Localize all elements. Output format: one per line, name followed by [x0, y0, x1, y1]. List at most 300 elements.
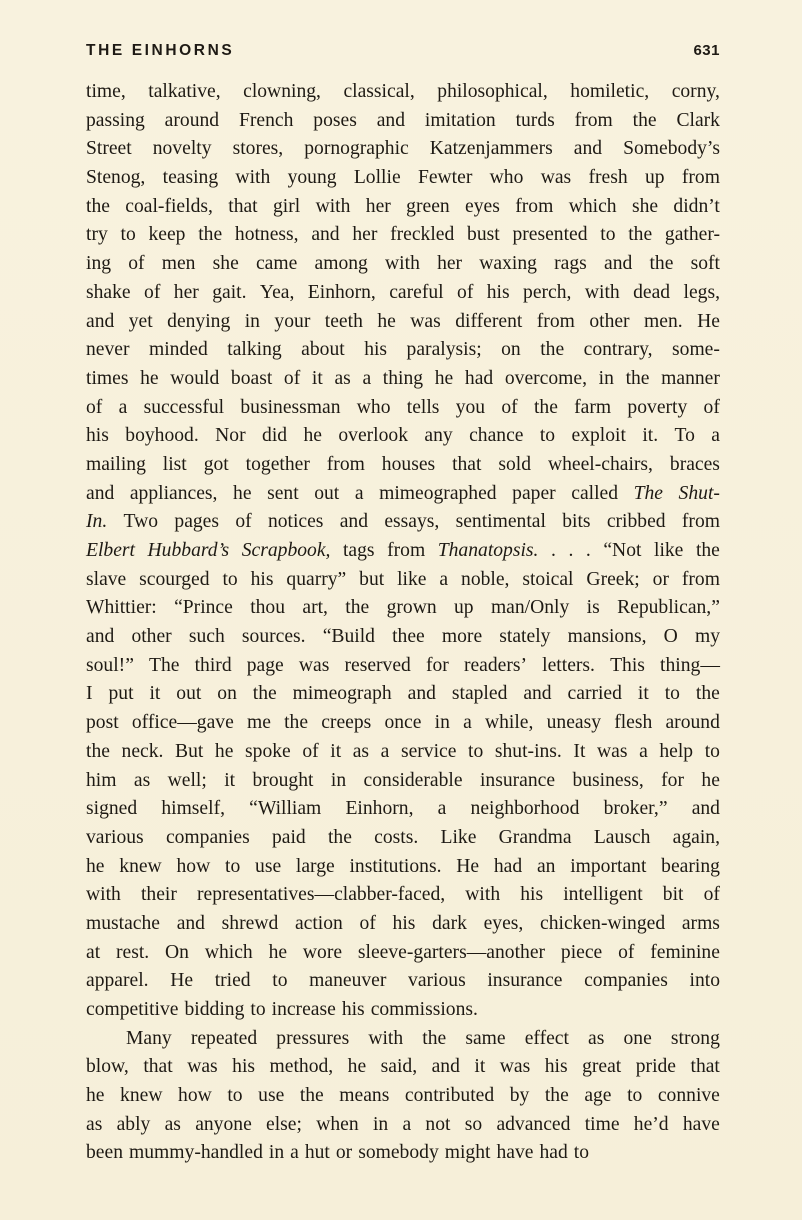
word: talking [227, 339, 282, 361]
word: clowning, [243, 81, 321, 102]
word: He [170, 970, 194, 992]
word: from [574, 109, 613, 131]
text-line [86, 1139, 720, 1168]
word: the [86, 195, 110, 217]
word: with [86, 884, 121, 906]
word: keep [148, 224, 186, 246]
word: insurance [479, 769, 556, 791]
word: again, [672, 826, 720, 848]
word: with [584, 281, 620, 303]
word: to [600, 224, 616, 246]
word: “Build [322, 626, 375, 648]
text-line [86, 967, 720, 996]
word: fresh [588, 167, 628, 189]
word: various [408, 970, 466, 992]
word: great [582, 1056, 622, 1078]
word: was [499, 1056, 531, 1078]
word: reserved [344, 654, 411, 676]
word: to [539, 425, 556, 447]
word: shake [86, 281, 131, 303]
word: poverty [627, 396, 688, 418]
word: essays, [384, 511, 440, 533]
word: the [198, 224, 223, 246]
word: he [303, 425, 322, 447]
word: feminine [650, 941, 720, 963]
word: But [175, 740, 204, 762]
word: art, [302, 597, 328, 619]
word: time, [86, 81, 126, 102]
word: as [334, 367, 351, 389]
text-line [86, 767, 720, 796]
word: his [341, 999, 365, 1020]
word: “William [249, 798, 322, 820]
word: and [376, 109, 406, 131]
word: an [536, 855, 556, 877]
word: brought [252, 769, 314, 791]
text-line [86, 250, 720, 279]
text-line [86, 1082, 720, 1111]
running-head [86, 42, 720, 66]
text-line [86, 853, 720, 882]
word: a [380, 740, 390, 762]
word: would [170, 367, 220, 389]
word: but [359, 568, 385, 590]
word: from [681, 167, 720, 189]
word: novelty [152, 138, 212, 160]
word: Fewter [417, 167, 473, 189]
word: list [162, 453, 187, 475]
word: exploit [571, 425, 626, 447]
word: to [627, 1085, 643, 1107]
word: and [311, 224, 340, 246]
word: talkative, [148, 81, 221, 102]
word: the [628, 224, 653, 246]
word: that [452, 453, 482, 475]
word: or [652, 568, 669, 590]
word: how [176, 855, 211, 877]
word: mummy-handled [129, 1142, 263, 1164]
word: it [474, 1056, 486, 1078]
word: notices [267, 511, 324, 533]
word: Shut- [678, 482, 720, 504]
word: she [212, 253, 239, 275]
word: different [455, 310, 523, 332]
word: the [345, 597, 370, 619]
word: maneuver [309, 970, 387, 992]
word: of [86, 396, 103, 418]
word: classical, [343, 81, 415, 102]
text-line [86, 78, 720, 107]
text-line [86, 680, 720, 709]
word: noble, [461, 568, 510, 590]
word: overlook [338, 425, 408, 447]
word: Yea, [259, 281, 295, 303]
word: soft [690, 253, 720, 275]
word: men. [644, 310, 683, 332]
word: repeated [190, 1027, 258, 1049]
word: any [424, 425, 453, 447]
word: her [352, 224, 378, 246]
word: like [397, 568, 427, 590]
word: creeps [321, 712, 372, 734]
word: he [140, 367, 159, 389]
word: use [258, 1085, 285, 1107]
word: method, [269, 1056, 334, 1078]
word: was [410, 310, 441, 332]
word: same [465, 1027, 506, 1049]
word: . [568, 540, 574, 561]
word: a [439, 568, 449, 590]
word: some- [672, 339, 720, 361]
word: spoke [245, 740, 291, 762]
word: it [224, 769, 236, 791]
word: Scrapbook, [241, 540, 331, 561]
word: institutions. [349, 855, 442, 877]
word: in [244, 310, 260, 332]
word: broker,” [603, 798, 668, 820]
word: is [586, 597, 600, 619]
word: bearing [661, 855, 720, 877]
word: of [128, 253, 145, 275]
word: bits [562, 511, 591, 533]
word: denying [167, 310, 231, 332]
word: knew [119, 855, 162, 877]
word: chance [469, 425, 524, 447]
word: with [368, 1027, 404, 1049]
word: as [588, 1027, 605, 1049]
word: the [695, 540, 720, 561]
word: him [86, 769, 117, 791]
word: letters. [542, 654, 595, 676]
word: the [625, 367, 650, 389]
word: me [246, 712, 271, 734]
text-line [86, 451, 720, 480]
word: apparel. [86, 970, 149, 992]
word: himself, [161, 798, 225, 820]
word: to [120, 224, 136, 246]
word: did [262, 425, 288, 447]
word: Like [440, 826, 477, 848]
word: about [301, 339, 345, 361]
word: grown [386, 597, 437, 619]
word: one [623, 1027, 652, 1049]
word: who [356, 396, 391, 418]
text-line [86, 1025, 720, 1054]
word: pornographic [304, 138, 409, 160]
word: not [425, 1113, 451, 1135]
word: was [596, 740, 628, 762]
word: as [133, 769, 151, 791]
word: from [387, 540, 426, 561]
word: how [178, 1085, 212, 1107]
word: in [598, 367, 614, 389]
word: of [457, 281, 474, 303]
word: chicken-winged [540, 912, 666, 934]
word: coal-fields, [125, 195, 213, 217]
word: cribbed [606, 511, 666, 533]
word: once [384, 712, 422, 734]
word: O [663, 626, 678, 648]
word: farm [574, 396, 612, 418]
text-line [86, 422, 720, 451]
word: Katzenjammers [429, 138, 553, 160]
word: to [227, 1085, 243, 1107]
word: that [228, 195, 258, 217]
word: a [402, 1113, 412, 1135]
word: the [533, 396, 558, 418]
word: from [681, 511, 720, 533]
word: blow, [86, 1056, 129, 1078]
word: into [689, 970, 720, 992]
word: his [86, 425, 109, 447]
word: with [465, 884, 501, 906]
word: and [573, 138, 603, 160]
word: knew [120, 1085, 163, 1107]
word: as [352, 740, 370, 762]
word: use [255, 855, 282, 877]
word: his [250, 568, 274, 590]
word: the [649, 253, 674, 275]
word: eyes [465, 195, 500, 217]
word: wheel-chairs, [547, 453, 653, 475]
word: your [274, 310, 311, 332]
word: of [144, 281, 161, 303]
word: dark [432, 912, 467, 934]
word: when [316, 1113, 359, 1135]
word: it [311, 367, 323, 389]
word: braces [669, 453, 720, 475]
word: called [571, 482, 619, 504]
word: stapled [451, 683, 508, 705]
word: dead [633, 281, 671, 303]
word: the [327, 826, 352, 848]
word: of [618, 941, 635, 963]
word: times [86, 367, 129, 389]
word: of [235, 511, 252, 533]
word: the [540, 339, 565, 361]
body-text [86, 78, 720, 1168]
word: bust [467, 224, 500, 246]
word: stores, [232, 138, 284, 160]
word: in [434, 712, 450, 734]
word: age [584, 1085, 612, 1107]
word: came [255, 253, 298, 275]
word: to [225, 855, 241, 877]
word: In. [86, 511, 108, 533]
word: Greek; [586, 568, 640, 590]
word: Clark [676, 109, 720, 131]
word: he [377, 310, 396, 332]
text-line [86, 652, 720, 681]
word: somebody [358, 1142, 439, 1164]
word: wore [302, 941, 343, 963]
word: and [86, 482, 115, 504]
word: it [149, 683, 161, 705]
running-title: THE EINHORNS [86, 42, 235, 59]
text-line [86, 107, 720, 136]
word: at [86, 941, 101, 963]
word: the [544, 1085, 569, 1107]
word: put [108, 683, 134, 705]
word: to [704, 740, 720, 762]
word: To [674, 425, 695, 447]
word: got [203, 453, 229, 475]
word: philosophical, [437, 81, 548, 102]
word: young [287, 167, 337, 189]
word: up [454, 597, 474, 619]
word: have [682, 1113, 720, 1135]
word: This [610, 654, 645, 676]
word: . [551, 540, 556, 561]
word: you [455, 396, 486, 418]
word: careful [389, 281, 444, 303]
word: passing [86, 109, 145, 131]
word: had [493, 855, 523, 877]
text-line [86, 738, 720, 767]
word: of [302, 740, 319, 762]
word: the [632, 109, 657, 131]
text-line [86, 537, 720, 566]
word: paralysis; [406, 339, 482, 361]
word: Grandma [498, 826, 572, 848]
word: uneasy [546, 712, 602, 734]
text-line [86, 594, 720, 623]
word: bidding [184, 999, 245, 1020]
text-line [86, 508, 720, 537]
word: with [315, 195, 351, 217]
word: tells [406, 396, 440, 418]
word: of [703, 884, 720, 906]
word: Einhorn, [345, 798, 414, 820]
word: Einhorn, [307, 281, 376, 303]
word: a [639, 740, 648, 762]
word: shrewd [221, 912, 279, 934]
word: mimeograph [292, 683, 392, 705]
word: The [149, 654, 180, 676]
word: Thanatopsis. [437, 540, 539, 561]
word: and [407, 683, 436, 705]
word: green [406, 195, 450, 217]
word: eyes, [483, 912, 524, 934]
word: The [633, 482, 663, 504]
word: sold [498, 453, 532, 475]
word: poses [313, 109, 357, 131]
word: sources. [241, 626, 306, 648]
word: he [233, 482, 252, 504]
word: service [400, 740, 457, 762]
word: a [354, 482, 364, 504]
word: It [573, 740, 586, 762]
text-line [86, 164, 720, 193]
word: hotness, [234, 224, 299, 246]
word: it [330, 740, 342, 762]
word: that [690, 1056, 720, 1078]
word: pages [174, 511, 220, 533]
word: gather- [664, 224, 720, 246]
word: well; [167, 769, 207, 791]
word: his [392, 912, 416, 934]
word: as [86, 1113, 103, 1135]
word: costs. [374, 826, 419, 848]
word: her [173, 281, 199, 303]
word: to [468, 740, 484, 762]
word: teeth [324, 310, 363, 332]
word: of [501, 396, 518, 418]
word: Lollie [353, 167, 401, 189]
word: the [86, 740, 110, 762]
word: try [86, 224, 108, 246]
word: pressures [276, 1027, 350, 1049]
word: sent [267, 482, 299, 504]
word: sentimental [455, 511, 546, 533]
word: her [437, 253, 463, 275]
word: time [584, 1113, 620, 1135]
word: presented [512, 224, 588, 246]
word: on [501, 339, 521, 361]
text-line [86, 193, 720, 222]
word: a [437, 798, 447, 820]
word: “Not [603, 540, 642, 561]
word: piece [560, 941, 603, 963]
word: representatives—clabber-faced, [196, 884, 446, 906]
word: the [284, 712, 309, 734]
word: yet [128, 310, 153, 332]
word: like [654, 540, 684, 561]
word: freckled [390, 224, 455, 246]
word: “Prince [174, 597, 233, 619]
word: of [703, 396, 720, 418]
text-line [86, 566, 720, 595]
word: to [222, 568, 238, 590]
text-line [86, 308, 720, 337]
word: rest. [115, 941, 150, 963]
word: to [250, 999, 266, 1020]
word: Hubbard’s [147, 540, 230, 561]
word: out [176, 683, 202, 705]
word: and [431, 1056, 460, 1078]
text-line [86, 910, 720, 939]
word: in [372, 1113, 389, 1135]
word: arms [681, 912, 720, 934]
word: around [665, 712, 720, 734]
word: and [523, 683, 552, 705]
word: mansions, [567, 626, 647, 648]
word: had [464, 367, 494, 389]
word: contributed [404, 1085, 495, 1107]
word: from [681, 568, 720, 590]
text-line [86, 709, 720, 738]
word: teasing [162, 167, 219, 189]
word: thou [250, 597, 286, 619]
word: said, [380, 1056, 418, 1078]
word: his [544, 1056, 568, 1078]
word: their [140, 884, 177, 906]
word: thing [382, 367, 424, 389]
word: for [661, 769, 685, 791]
word: a [711, 425, 720, 447]
word: Two [123, 511, 159, 533]
word: stately [499, 626, 551, 648]
word: flesh [614, 712, 653, 734]
word: slave [86, 568, 127, 590]
word: to [272, 970, 288, 992]
text-line [86, 939, 720, 968]
word: a [290, 1142, 299, 1164]
word: for [425, 654, 449, 676]
word: and [691, 798, 720, 820]
word: the [252, 683, 277, 705]
word: he [434, 367, 454, 389]
